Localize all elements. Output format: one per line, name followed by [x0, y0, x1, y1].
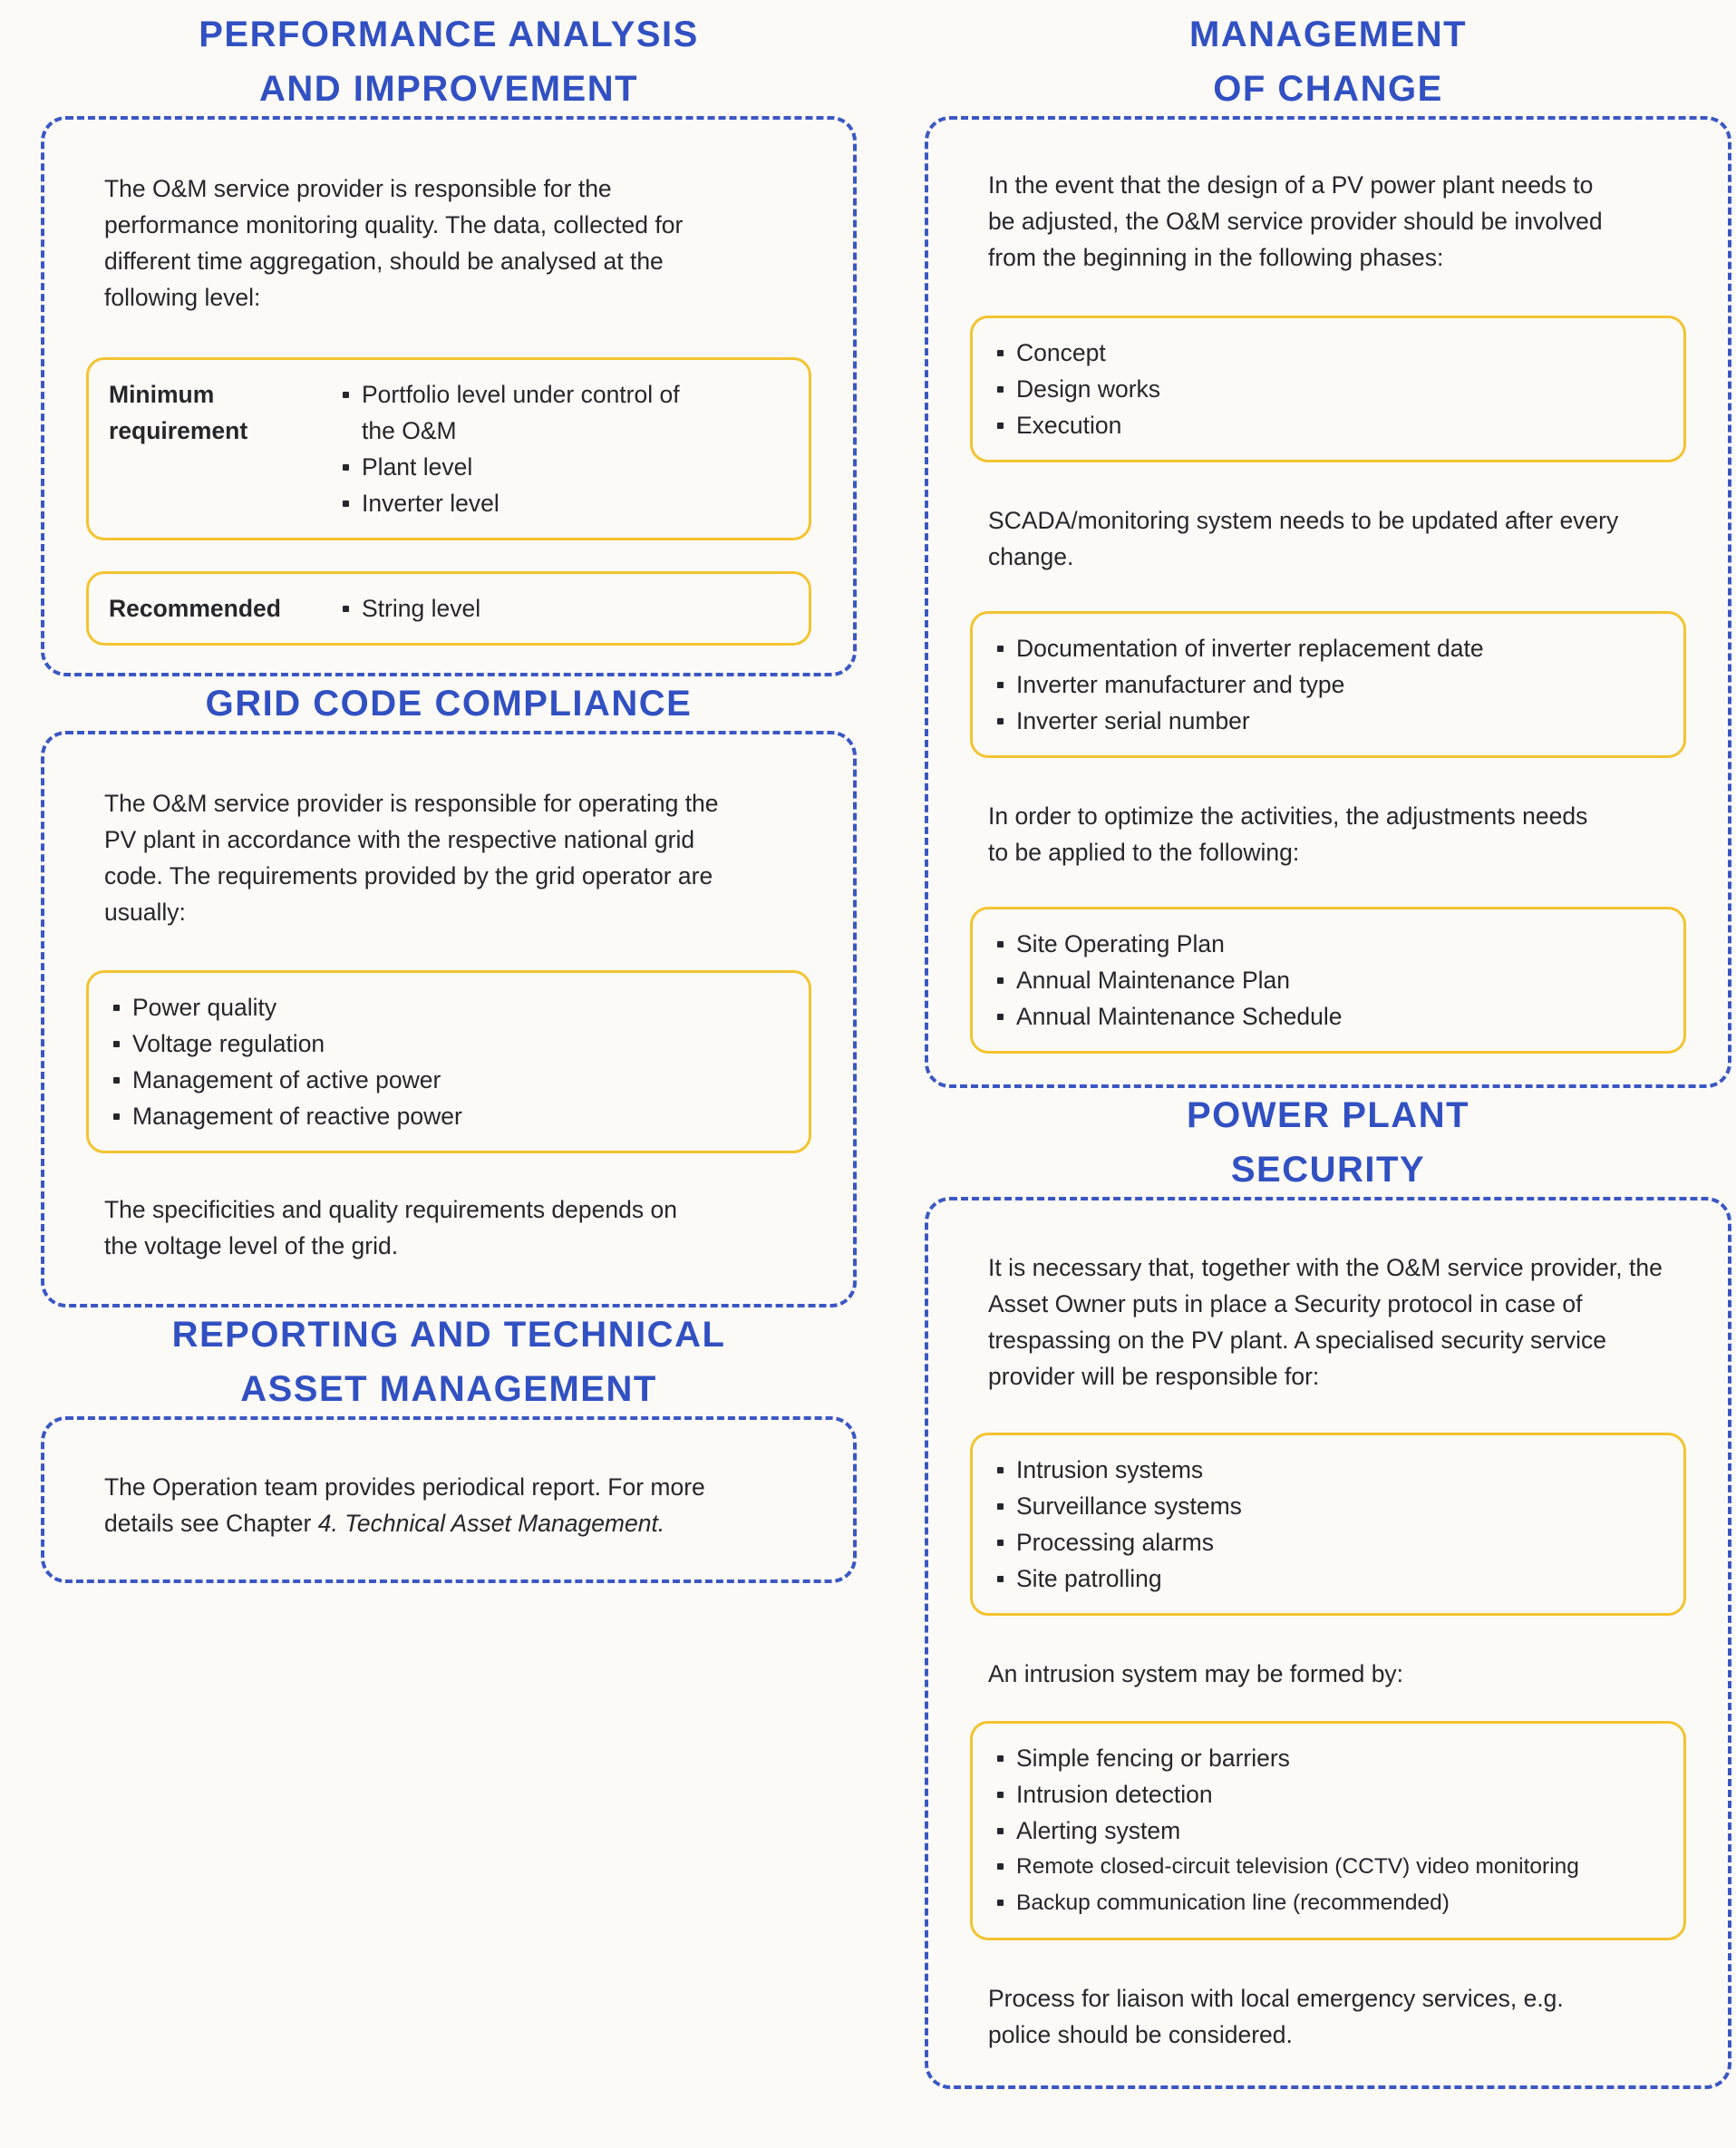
list-item-text: Design works: [1016, 375, 1161, 403]
bullet-square-icon: [113, 1005, 120, 1011]
list-item: [993, 1813, 1658, 1849]
list-item: [993, 407, 1658, 443]
list-item: [338, 449, 783, 485]
title-line: AND IMPROVEMENT: [258, 69, 639, 109]
title-line: OF CHANGE: [1213, 69, 1443, 109]
list-item: [993, 1740, 1658, 1776]
bullet-square-icon: [343, 392, 349, 398]
liaison-note: Process for liaison with local emergency services, e.g. police should be considered.: [988, 1985, 1564, 2048]
bullet-square-icon: [997, 1755, 1004, 1762]
performance-section-title: [41, 7, 857, 116]
documentation-list: [993, 630, 1658, 739]
list-item-text: Power quality: [132, 994, 277, 1021]
list-item-text: Surveillance systems: [1016, 1492, 1242, 1520]
recommended-list: [338, 590, 783, 627]
power-plant-security-section-title: [925, 1088, 1731, 1197]
documentation-box: [970, 611, 1686, 758]
list-item-text: Management of active power: [132, 1066, 441, 1093]
grid-code-intro: The O&M service provider is responsible for operating the PV plant in accordance with the respective national grid code. The requirements provided by the grid operator are usually:: [104, 790, 719, 926]
bullet-square-icon: [343, 464, 349, 471]
list-item-text: Voltage regulation: [132, 1030, 325, 1057]
phases-list: [993, 335, 1658, 443]
list-item-text: Alerting system: [1016, 1817, 1181, 1844]
list-item-text: Remote closed-circuit television (CCTV) video monitoring: [1016, 1854, 1579, 1879]
title-line: SECURITY: [1230, 1150, 1426, 1190]
grid-requirements-list: [109, 989, 783, 1134]
grid-code-box: [41, 731, 857, 1307]
bullet-square-icon: [997, 977, 1004, 984]
bullet-square-icon: [997, 1540, 1004, 1546]
security-intro: It is necessary that, together with the O&M service provider, the Asset Owner puts in place a Security protocol in case of trespassing on the PV plant. A specialised security service provider will be responsible for:: [988, 1254, 1663, 1390]
scada-note: SCADA/monitoring system needs to be updated after every change.: [988, 507, 1619, 570]
list-item-text: Simple fencing or barriers: [1016, 1745, 1290, 1772]
bullet-square-icon: [997, 718, 1004, 724]
reporting-text-italic: 4. Technical Asset Management.: [317, 1510, 665, 1537]
list-item: [993, 1849, 1658, 1885]
intrusion-components-box: [970, 1721, 1686, 1940]
list-item-text: Execution: [1016, 412, 1122, 439]
list-item: [993, 1452, 1658, 1488]
bullet-square-icon: [997, 1900, 1004, 1906]
bullet-square-icon: [997, 1792, 1004, 1798]
list-item-text: Inverter manufacturer and type: [1016, 671, 1345, 698]
list-item: [109, 1025, 783, 1062]
intrusion-system-note: An intrusion system may be formed by:: [988, 1660, 1404, 1687]
list-item: [993, 1885, 1658, 1921]
optimize-note: In order to optimize the activities, the adjustments needs to be applied to the following:: [988, 802, 1588, 866]
intrusion-components-list: [993, 1740, 1658, 1921]
performance-intro: The O&M service provider is responsible for the performance monitoring quality. The data, collected for different time aggregation, should be analysed at the following level:: [104, 175, 684, 311]
right-column: [925, 7, 1731, 2148]
security-responsibilities-list: [993, 1452, 1658, 1597]
list-item: [993, 1776, 1658, 1813]
left-column: [41, 7, 857, 2148]
bullet-square-icon: [997, 386, 1004, 393]
list-item: [993, 703, 1658, 739]
list-item: [109, 1062, 783, 1098]
grid-code-outro: The specificities and quality requirements depends on the voltage level of the grid.: [104, 1196, 677, 1259]
reporting-text: [104, 1469, 775, 1541]
list-item-text: Plant level: [362, 453, 473, 481]
list-item: [993, 335, 1658, 371]
bullet-square-icon: [997, 1503, 1004, 1510]
list-item-text: Intrusion systems: [1016, 1456, 1204, 1483]
requirement-label: Recommended: [109, 595, 281, 622]
management-of-change-box: [925, 116, 1731, 1088]
reporting-box: [41, 1416, 857, 1583]
list-item: [993, 630, 1658, 666]
phases-box: [970, 316, 1686, 462]
list-item-text: Site patrolling: [1016, 1565, 1162, 1592]
list-item-text: Annual Maintenance Schedule: [1016, 1003, 1343, 1030]
bullet-square-icon: [997, 350, 1004, 356]
list-item: [993, 1488, 1658, 1524]
minimum-requirement-box: [86, 357, 811, 540]
performance-box: [41, 116, 857, 676]
bullet-square-icon: [997, 1576, 1004, 1582]
management-intro: In the event that the design of a PV power plant needs to be adjusted, the O&M service provider should be involved from the beginning in the following phases:: [988, 171, 1603, 271]
title-line: MANAGEMENT: [1188, 15, 1468, 54]
list-item-text: Annual Maintenance Plan: [1016, 967, 1291, 994]
list-item: [338, 376, 783, 449]
bullet-square-icon: [997, 646, 1004, 652]
list-item: [993, 926, 1658, 962]
bullet-square-icon: [343, 606, 349, 612]
list-item-text: Processing alarms: [1016, 1529, 1214, 1556]
list-item: [993, 666, 1658, 703]
bullet-square-icon: [113, 1113, 120, 1120]
list-item-text: Backup communication line (recommended): [1016, 1890, 1450, 1915]
bullet-square-icon: [113, 1041, 120, 1047]
bullet-square-icon: [997, 1014, 1004, 1020]
bullet-square-icon: [113, 1077, 120, 1084]
list-item-text: String level: [362, 595, 481, 622]
list-item-text: Documentation of inverter replacement date: [1016, 635, 1484, 662]
list-item-text: Management of reactive power: [132, 1103, 462, 1130]
reporting-text-normal: The Operation team provides periodical report. For more details see Chapter: [104, 1473, 705, 1537]
minimum-requirement-list: [338, 376, 783, 521]
list-item: [338, 590, 783, 627]
bullet-square-icon: [997, 1828, 1004, 1834]
bullet-square-icon: [997, 682, 1004, 688]
list-item-text: Concept: [1016, 339, 1106, 366]
list-item: [338, 485, 783, 521]
requirement-label: Minimum requirement: [109, 381, 248, 444]
title-line: PERFORMANCE ANALYSIS: [199, 15, 699, 54]
power-plant-security-box: [925, 1197, 1731, 2089]
list-item: [993, 1524, 1658, 1560]
recommended-box: [86, 571, 811, 646]
reporting-section-title: [41, 1307, 857, 1416]
list-item-text: Inverter serial number: [1016, 707, 1250, 734]
list-item-text: Intrusion detection: [1016, 1781, 1213, 1808]
title-line: POWER PLANT: [1186, 1095, 1470, 1135]
grid-code-section-title: [41, 676, 857, 731]
bullet-square-icon: [997, 1467, 1004, 1473]
grid-requirements-box: [86, 970, 811, 1153]
list-item-text: Inverter level: [362, 490, 499, 517]
list-item: [993, 962, 1658, 998]
bullet-square-icon: [997, 423, 1004, 429]
list-item: [109, 989, 783, 1025]
bullet-square-icon: [997, 941, 1004, 948]
plans-list: [993, 926, 1658, 1035]
list-item: [993, 1560, 1658, 1597]
bullet-square-icon: [343, 501, 349, 507]
list-item: [109, 1098, 783, 1134]
list-item-text: Site Operating Plan: [1016, 930, 1225, 957]
title-line: REPORTING AND TECHNICAL: [171, 1315, 726, 1355]
list-item: [993, 998, 1658, 1035]
security-responsibilities-box: [970, 1433, 1686, 1616]
plans-box: [970, 907, 1686, 1054]
list-item: [993, 371, 1658, 407]
bullet-square-icon: [997, 1863, 1004, 1870]
list-item-text: Portfolio level under control of the O&M: [362, 381, 680, 444]
title-line: GRID CODE COMPLIANCE: [205, 684, 693, 724]
title-line: ASSET MANAGEMENT: [240, 1369, 657, 1409]
management-of-change-section-title: [925, 7, 1731, 116]
